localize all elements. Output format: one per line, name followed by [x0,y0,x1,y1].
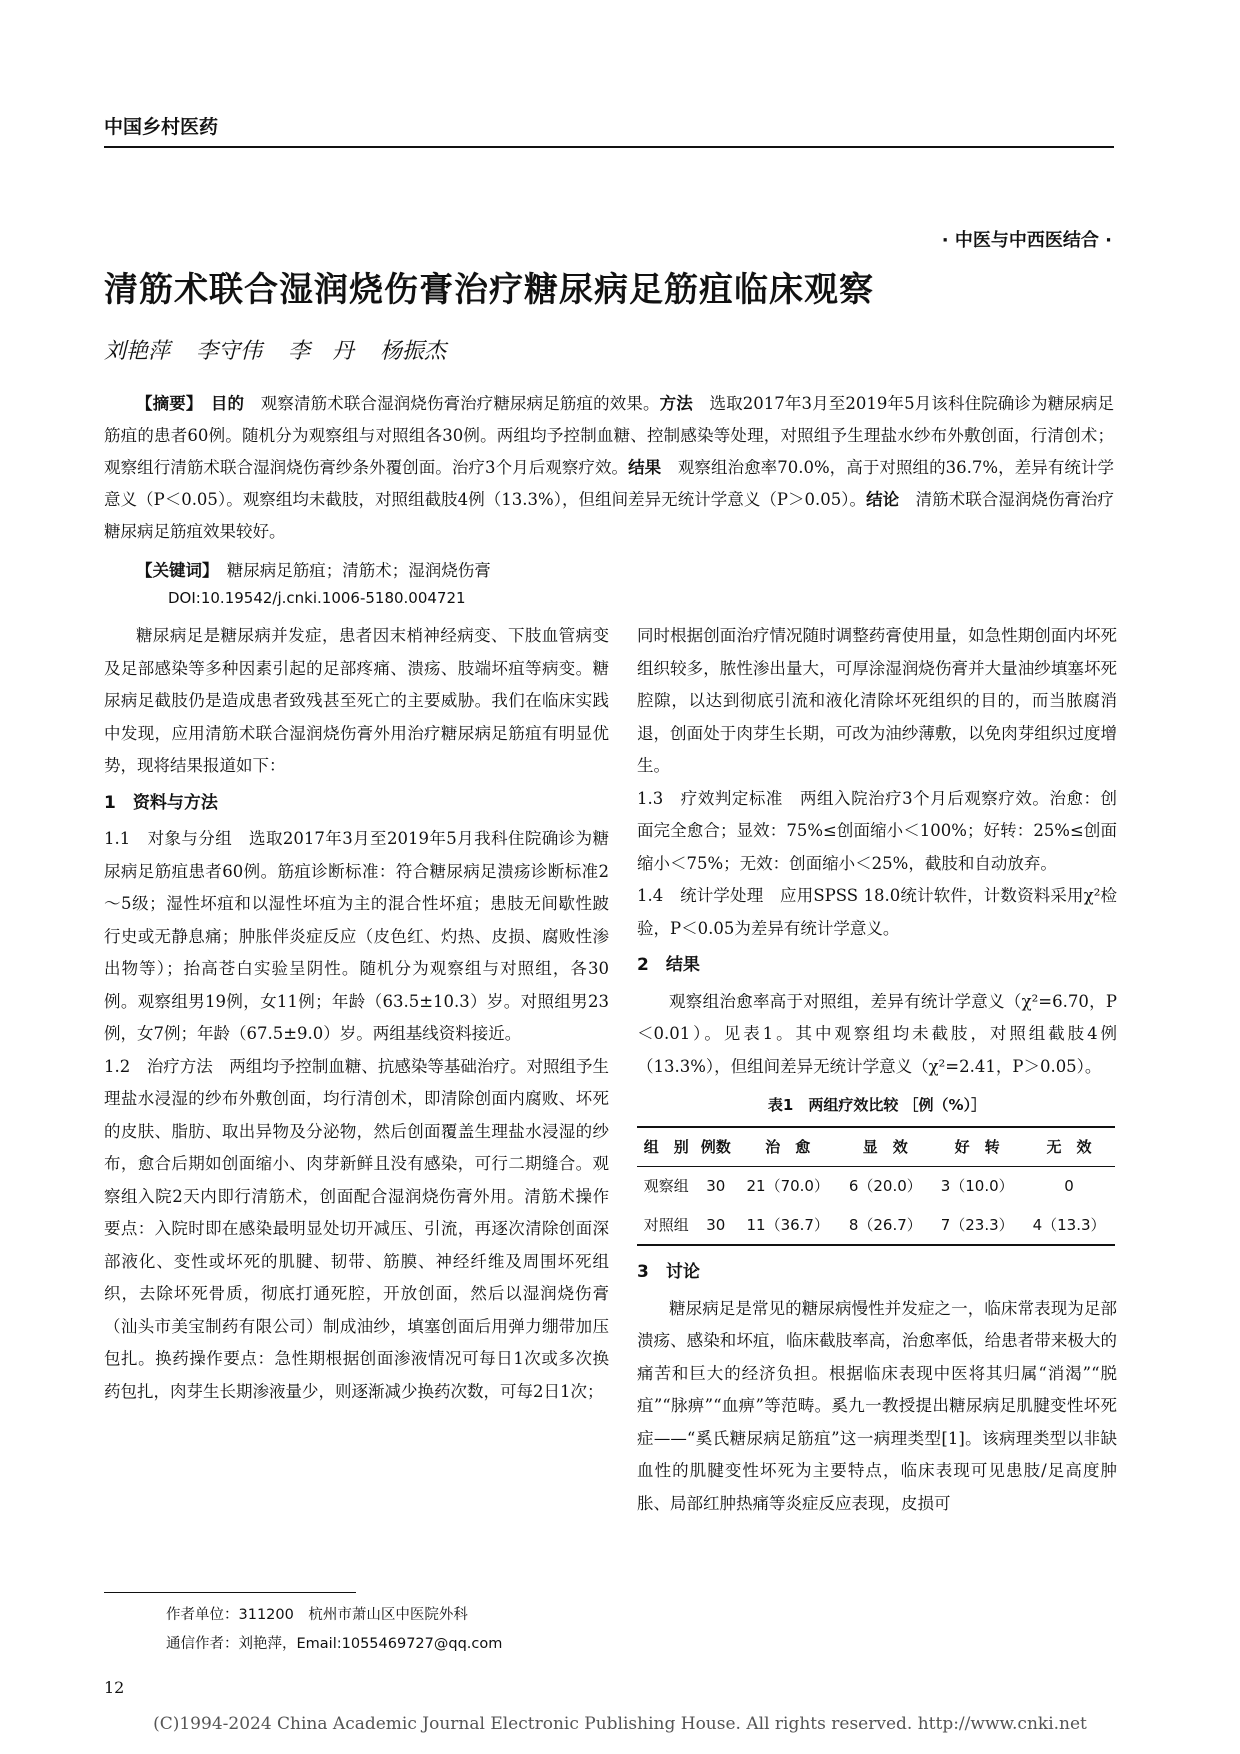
table-cell: 4（13.3） [1032,1215,1106,1234]
corresponding-author: 通信作者：刘艳萍，Email:1055469727@qq.com [166,1636,503,1652]
author-affiliation: 作者单位：311200 杭州市萧山区中医院外科 [166,1607,468,1623]
table-cell: 6（20.0） [848,1177,922,1195]
author-name: 刘艳萍 [104,339,171,364]
paragraph-discussion: 糖尿病足是常见的糖尿病慢性并发症之一，临床常表现为足部溃疡、感染和坏疽，临床截肢率高，治愈率低，给患者带来极大的痛苦和巨大的经济负担。根据临床表现中医将其归属“消渴”“脱疽”“脉痹”“血痹”等范畴。奚九一教授提出糖尿病足肌腱变性坏死症——“奚氏糖尿病足筋疽”这一病理类型[1]。该病理类型以非缺血性的肌腱变性坏死为主要特点，临床表现可见患肢/足高度肿胀、局部红肿热痛等炎症反应表现，皮损可 [637,1298,1117,1513]
left-column [104,620,609,1730]
author-name: 李守伟 [196,339,263,364]
article-title: 清筋术联合湿润烧伤膏治疗糖尿病足筋疽临床观察 [104,270,874,310]
section-heading-discussion: 3 讨论 [637,1262,700,1282]
method-text: 选取2017年3月至2019年5月该科住院确诊为糖尿病足筋疽的患者60例。随机分为观察组与对照组各30例。两组均予控制血糖、控制感染等处理，对照组予生理盐水纱布外敷创面，行清创术；观察组行清筋术联合湿润烧伤膏纱条外覆创面。治疗3个月后观察疗效。 [104,394,1115,477]
objective-text: 观察清筋术联合湿润烧伤膏治疗糖尿病足筋疽的效果。 [260,394,660,413]
section-heading-results: 2 结果 [637,955,700,975]
result-text: 观察组治愈率70.0%，高于对照组的36.7%，差异有统计学意义（P＜0.05）。观察组均未截肢，对照组截肢4例（13.3%），但组间差异无统计学意义（P＞0.05）。 [104,458,1115,509]
paragraph-1-2: 1.2 治疗方法 两组均予控制血糖、抗感染等基础治疗。对照组予生理盐水浸湿的纱布外敷创面，均行清创术，即清除创面内腐败、坏死的皮肤、脂肪、取出异物及分泌物，然后创面覆盖生理盐水浸湿的纱布，愈合后期如创面缩小、肉芽新鲜且没有感染，可行二期缝合。观察组入院2天内即行清筋术，创面配合湿润烧伤膏外用。清筋术操作要点：入院时即在感染最明显处切开减压、引流，再逐次清除创面深部液化、变性或坏死的肌腱、韧带、筋膜、神经纤维及周围坏死组织，去除坏死骨质，彻底打通死腔，开放创面，然后以湿润烧伤膏（汕头市美宝制药有限公司）制成油纱，填塞创面后用弹力绷带加压包扎。换药操作要点：急性期根据创面渗液情况可每日1次或多次换药包扎，肉芽生长期渗液量少，则逐渐减少换药次数，可每2日1次； [104,1056,609,1401]
keywords-label: 【关键词】 [136,561,211,580]
intro-paragraph: 糖尿病足是糖尿病并发症，患者因末梢神经病变、下肢血管病变及足部感染等多种因素引起的足部疼痛、溃疡、肢端坏疽等病变。糖尿病足截肢仍是造成患者致残甚至死亡的主要威胁。我们在临床实践中发现，应用清筋术联合湿润烧伤膏外用治疗糖尿病足筋疽有明显优势，现将结果报道如下： [104,626,609,775]
table-cell: 对照组 [643,1215,689,1234]
table-cell: 21（70.0） [746,1177,829,1195]
table-header-cell: 治 愈 [765,1137,811,1156]
table-cell: 8（26.7） [848,1215,922,1234]
table-cell: 11（36.7） [746,1215,829,1234]
result-label: 结果 [628,458,662,477]
abstract [104,388,1114,548]
keywords-text: 糖尿病足筋疽；清筋术；湿润烧伤膏 [226,561,491,580]
table-header-cell: 组 别 [643,1137,689,1156]
paragraph-1-3: 1.3 疗效判定标准 两组入院治疗3个月后观察疗效。治愈：创面完全愈合；显效：75%≤创面缩小＜100%；好转：25%≤创面缩小＜75%；无效：创面缩小＜25%，截肢和自动放弃。 [637,788,1117,873]
footnote-rule [104,1592,356,1593]
table-cell: 30 [706,1177,726,1195]
paragraph-1-1: 1.1 对象与分组 选取2017年3月至2019年5月我科住院确诊为糖尿病足筋疽患者60例。筋疽诊断标准：符合糖尿病足溃疡诊断标准2～5级；湿性坏疽和以湿性坏疽为主的混合性坏疽；患肢无间歇性跛行史或无静息痛；肿胀伴炎症反应（皮色红、灼热、皮损、腐败性渗出物等）；抬高苍白实验呈阴性。随机分为观察组与对照组，各30例。观察组男19例，女11例；年龄（63.5±10.3）岁。对照组男23例，女7例；年龄（67.5±9.0）岁。两组基线资料接近。 [104,829,609,1043]
table-header-cell: 好 转 [954,1137,1000,1156]
table-cell: 3（10.0） [940,1177,1014,1195]
table-cell: 0 [1064,1177,1074,1195]
table-header-cell: 例数 [700,1137,731,1156]
author-name: 李 丹 [288,339,355,364]
author-name: 杨振杰 [380,339,447,364]
table-caption: 表1 两组疗效比较 ［例（%）］ [767,1096,987,1114]
table-cell: 7（23.3） [940,1215,1014,1234]
table-header-cell: 显 效 [862,1137,908,1156]
objective-label: 目的 [210,394,245,413]
paragraph-1-4: 1.4 统计学处理 应用SPSS 18.0统计软件，计数资料采用χ²检验，P＜0.05为差异有统计学意义。 [637,886,1117,938]
conclusion-text: 清筋术联合湿润烧伤膏治疗糖尿病足筋疽效果较好。 [104,490,1114,541]
doi: DOI:10.19542/j.cnki.1006-5180.004721 [168,589,466,607]
table-cell: 观察组 [643,1177,689,1195]
author-list [104,334,446,365]
section-tag: · 中医与中西医结合 · [941,230,1112,251]
table-row [637,1206,1115,1246]
page-number: 12 [104,1678,125,1697]
table-cell: 30 [706,1215,726,1234]
paragraph-1-2-cont: 同时根据创面治疗情况随时调整药膏使用量，如急性期创面内坏死组织较多，脓性渗出量大，可厚涂湿润烧伤膏并大量油纱填塞坏死腔隙，以达到彻底引流和液化清除坏死组织的目的，而当脓腐消退，创面处于肉芽生长期，可改为油纱薄敷，以免肉芽组织过度增生。 [637,626,1117,775]
section-heading-methods: 1 资料与方法 [104,792,218,813]
method-label: 方法 [659,394,693,413]
table-header-row [637,1127,1115,1167]
abstract-label: 【摘要】 [136,394,195,413]
table-row [637,1167,1115,1206]
journal-name: 中国乡村医药 [104,116,219,138]
copyright-footer: (C)1994-2024 China Academic Journal Electronic Publishing House. All rights reserved. http://www.cnki.net [153,1714,1087,1734]
right-column [637,620,1117,1520]
paragraph-results: 观察组治愈率高于对照组，差异有统计学意义（χ²=6.70，P＜0.01）。见表1。其中观察组均未截肢，对照组截肢4例（13.3%），但组间差异无统计学意义（χ²=2.41，P＞0.05）。 [637,991,1117,1076]
header-rule [104,146,1114,148]
table-header-cell: 无 效 [1046,1137,1092,1156]
results-table [637,1126,1115,1247]
conclusion-label: 结论 [866,490,900,509]
keywords [136,557,491,581]
